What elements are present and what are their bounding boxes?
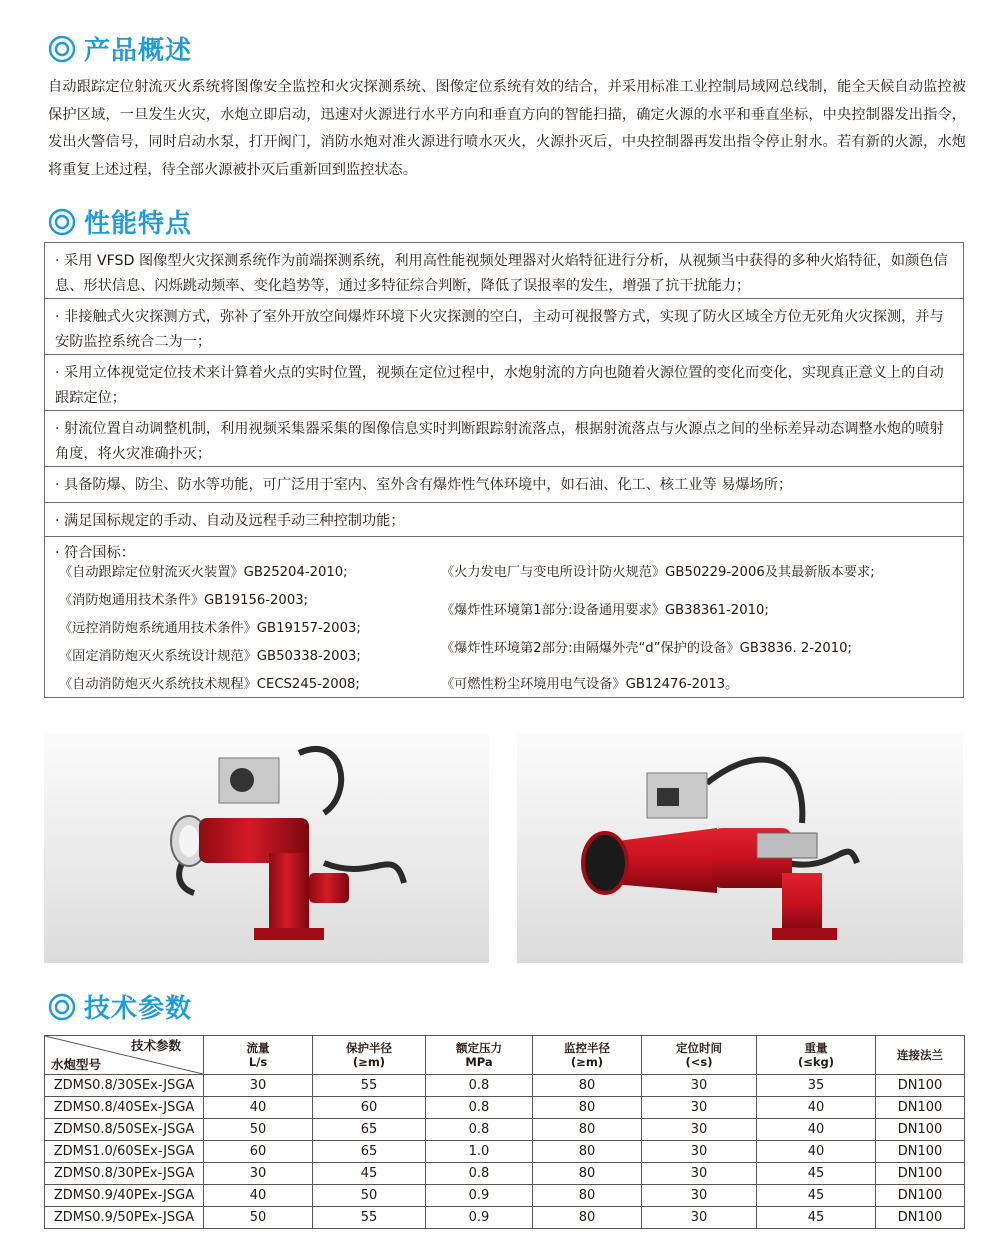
table-cell: 50 bbox=[204, 1207, 313, 1229]
table-cell: 30 bbox=[642, 1163, 757, 1185]
standard-item: 《爆炸性环境第1部分:设备通用要求》GB38361-2010; bbox=[441, 603, 769, 618]
header-unit: (≥m) bbox=[570, 1055, 604, 1069]
standard-item: 《消防炮通用技术条件》GB19156-2003; bbox=[59, 593, 309, 608]
table-cell: 30 bbox=[642, 1075, 757, 1097]
table-cell: DN100 bbox=[876, 1075, 965, 1097]
standards-right-list bbox=[441, 563, 961, 699]
model-cell: ZDMS0.8/40SEx-JSGA bbox=[45, 1097, 204, 1119]
table-cell: 60 bbox=[204, 1141, 313, 1163]
standards-section bbox=[45, 537, 963, 699]
table-row bbox=[45, 1207, 965, 1229]
features-title: 性能特点 bbox=[84, 209, 193, 239]
overview-title: 产品概述 bbox=[84, 36, 193, 66]
table-cell: 65 bbox=[313, 1141, 426, 1163]
column-header bbox=[426, 1036, 533, 1075]
column-header bbox=[533, 1036, 642, 1075]
product-photo-left bbox=[44, 733, 489, 963]
table-row bbox=[45, 1075, 965, 1097]
header-unit: (<s) bbox=[685, 1055, 713, 1069]
feature-item: · 具备防爆、防尘、防水等功能，可广泛用于室内、室外含有爆炸性气体环境中，如石油、化工、核工业等 易爆场所； bbox=[45, 467, 963, 503]
standard-item: 《自动消防炮灭火系统技术规程》CECS245-2008; bbox=[59, 677, 360, 692]
standard-item: 《固定消防炮灭火系统设计规范》GB50338-2003; bbox=[59, 649, 361, 664]
table-cell: 50 bbox=[313, 1185, 426, 1207]
table-cell: 60 bbox=[313, 1097, 426, 1119]
header-unit: (≥m) bbox=[352, 1055, 386, 1069]
header-line: 流量 bbox=[246, 1041, 270, 1055]
table-cell: 55 bbox=[313, 1075, 426, 1097]
specs-title: 技术参数 bbox=[84, 994, 193, 1024]
overview-paragraph: 自动跟踪定位射流灭火系统将图像安全监控和火灾探测系统、图像定位系统有效的结合，并采用标准工业控制局域网总线制，能全天候自动监控被保护区域，一旦发生火灾，水炮立即启动，迅速对火源进行水平方向和垂直方向的智能扫描，确定火源的水平和垂直坐标，中央控制器发出指令，发出火警信号，同时启动水泵，打开阀门，消防水炮对准火源进行喷水灭火，火源扑灭后，中央控制器再发出指令停止射水。若有新的火源，水炮将重复上述过程，待全部火源被扑灭后重新回到监控状态。 bbox=[48, 79, 966, 178]
table-cell: 40 bbox=[757, 1097, 876, 1119]
table-cell: DN100 bbox=[876, 1119, 965, 1141]
standard-item: 《可燃性粉尘环境用电气设备》GB12476-2013。 bbox=[441, 677, 739, 692]
column-header bbox=[204, 1036, 313, 1075]
features-box bbox=[44, 242, 964, 698]
table-cell: 30 bbox=[642, 1097, 757, 1119]
feature-item: · 采用立体视觉定位技术来计算着火点的实时位置，视频在定位过程中，水炮射流的方向也随着火源位置的变化而变化，实现真正意义上的自动跟踪定位； bbox=[45, 355, 963, 411]
table-cell: 40 bbox=[757, 1119, 876, 1141]
features-heading bbox=[48, 203, 192, 240]
standard-item: 《爆炸性环境第2部分:由隔爆外壳“d”保护的设备》GB3836. 2-2010; bbox=[441, 641, 852, 656]
table-cell: 80 bbox=[533, 1141, 642, 1163]
standard-item: 《远控消防炮系统通用技术条件》GB19157-2003; bbox=[59, 621, 361, 636]
table-cell: 30 bbox=[642, 1119, 757, 1141]
table-cell: 65 bbox=[313, 1119, 426, 1141]
target-circle-icon bbox=[48, 993, 76, 1021]
specs-heading bbox=[48, 988, 192, 1025]
specs-table bbox=[44, 1035, 965, 1229]
table-cell: 0.9 bbox=[426, 1207, 533, 1229]
table-cell: 0.8 bbox=[426, 1075, 533, 1097]
table-cell: DN100 bbox=[876, 1185, 965, 1207]
corner-header bbox=[45, 1036, 204, 1075]
header-unit: (≤kg) bbox=[797, 1055, 835, 1069]
column-header bbox=[757, 1036, 876, 1075]
table-cell: 45 bbox=[757, 1163, 876, 1185]
table-cell: 30 bbox=[642, 1185, 757, 1207]
table-cell: 0.8 bbox=[426, 1097, 533, 1119]
table-cell: 35 bbox=[757, 1075, 876, 1097]
feature-item: · 满足国标规定的手动、自动及远程手动三种控制功能； bbox=[45, 503, 963, 537]
table-cell: 45 bbox=[757, 1185, 876, 1207]
table-cell: 80 bbox=[533, 1207, 642, 1229]
column-header bbox=[876, 1036, 965, 1075]
header-line: 额定压力 bbox=[456, 1041, 502, 1055]
table-cell: 30 bbox=[204, 1075, 313, 1097]
model-cell: ZDMS0.8/30PEx-JSGA bbox=[45, 1163, 204, 1185]
table-cell: 80 bbox=[533, 1119, 642, 1141]
table-cell: 1.0 bbox=[426, 1141, 533, 1163]
column-header bbox=[642, 1036, 757, 1075]
target-circle-icon bbox=[48, 35, 76, 63]
header-line: 监控半径 bbox=[564, 1041, 610, 1055]
table-row bbox=[45, 1185, 965, 1207]
table-cell: 40 bbox=[204, 1097, 313, 1119]
column-header bbox=[313, 1036, 426, 1075]
corner-bottom-label: 水炮型号 bbox=[51, 1057, 102, 1072]
header-line: 定位时间 bbox=[676, 1041, 722, 1055]
table-cell: 80 bbox=[533, 1097, 642, 1119]
feature-item: · 采用 VFSD 图像型火灾探测系统作为前端探测系统，利用高性能视频处理器对火焰特征进行分析，从视频当中获得的多种火焰特征，如颜色信息、形状信息、闪烁跳动频率、变化趋势等，通过多特征综合判断，降低了误报率的发生，增强了抗干扰能力； bbox=[45, 243, 963, 299]
target-circle-icon bbox=[48, 208, 76, 236]
table-cell: 30 bbox=[642, 1141, 757, 1163]
table-cell: 45 bbox=[757, 1207, 876, 1229]
table-cell: 0.9 bbox=[426, 1185, 533, 1207]
table-cell: 0.8 bbox=[426, 1119, 533, 1141]
model-cell: ZDMS0.8/30SEx-JSGA bbox=[45, 1075, 204, 1097]
table-cell: 40 bbox=[757, 1141, 876, 1163]
model-cell: ZDMS0.9/40PEx-JSGA bbox=[45, 1185, 204, 1207]
table-cell: 80 bbox=[533, 1185, 642, 1207]
model-cell: ZDMS0.8/50SEx-JSGA bbox=[45, 1119, 204, 1141]
table-cell: 80 bbox=[533, 1075, 642, 1097]
header-line: 保护半径 bbox=[346, 1041, 392, 1055]
standards-left-list bbox=[59, 563, 439, 699]
table-cell: 55 bbox=[313, 1207, 426, 1229]
table-cell: 30 bbox=[204, 1163, 313, 1185]
table-cell: 30 bbox=[642, 1207, 757, 1229]
table-row bbox=[45, 1141, 965, 1163]
table-header-row bbox=[45, 1036, 965, 1075]
product-photo-right bbox=[517, 733, 963, 963]
header-line: 重量 bbox=[804, 1041, 828, 1055]
model-cell: ZDMS0.9/50PEx-JSGA bbox=[45, 1207, 204, 1229]
table-row bbox=[45, 1163, 965, 1185]
header-line: 连接法兰 bbox=[897, 1048, 943, 1062]
table-cell: 0.8 bbox=[426, 1163, 533, 1185]
table-cell: DN100 bbox=[876, 1141, 965, 1163]
table-row bbox=[45, 1097, 965, 1119]
standards-heading: · 符合国标： bbox=[55, 545, 135, 561]
standard-item: 《火力发电厂与变电所设计防火规范》GB50229-2006及其最新版本要求; bbox=[441, 565, 875, 580]
table-cell: 50 bbox=[204, 1119, 313, 1141]
table-cell: 45 bbox=[313, 1163, 426, 1185]
overview-heading bbox=[48, 30, 192, 67]
table-row bbox=[45, 1119, 965, 1141]
standard-item: 《自动跟踪定位射流灭火装置》GB25204-2010; bbox=[59, 565, 348, 580]
table-cell: DN100 bbox=[876, 1163, 965, 1185]
table-cell: 80 bbox=[533, 1163, 642, 1185]
header-unit: MPa bbox=[465, 1055, 493, 1069]
feature-item: · 非接触式火灾探测方式，弥补了室外开放空间爆炸环境下火灾探测的空白，主动可视报警方式，实现了防火区域全方位无死角火灾探测，并与安防监控系统合二为一； bbox=[45, 299, 963, 355]
model-cell: ZDMS1.0/60SEx-JSGA bbox=[45, 1141, 204, 1163]
table-cell: DN100 bbox=[876, 1207, 965, 1229]
feature-item: · 射流位置自动调整机制，利用视频采集器采集的图像信息实时判断跟踪射流落点，根据射流落点与火源点之间的坐标差异动态调整水炮的喷射角度，将火灾准确扑灭； bbox=[45, 411, 963, 467]
table-cell: 40 bbox=[204, 1185, 313, 1207]
corner-top-label: 技术参数 bbox=[130, 1038, 181, 1053]
table-cell: DN100 bbox=[876, 1097, 965, 1119]
header-unit: L/s bbox=[248, 1055, 268, 1069]
